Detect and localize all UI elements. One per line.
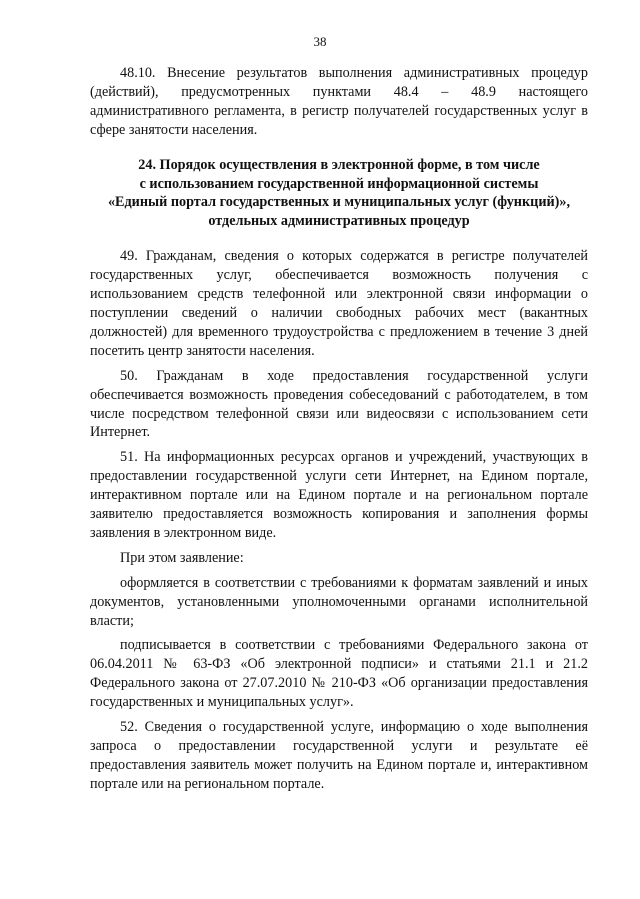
paragraph-48-10: 48.10. Внесение результатов выполнения административных процедур (действий), предусмотренных пунктами 48.4 – 48.9 настоящего административного регламента, в регистр получателей государственных услуг в сфере занятости населения. bbox=[90, 65, 588, 138]
heading-line: «Единый портал государственных и муниципальных услуг (функций)», bbox=[107, 194, 571, 211]
heading-line: с использованием государственной информационной системы bbox=[139, 175, 539, 192]
paragraph-49: 49. Гражданам, сведения о которых содержатся в регистре получателей государственных услуг, обеспечивается возможность получения с использованием средств телефонной или электронной связи информации о поступлении сведений о наличии свободных рабочих мест (вакантных должностей) для временного трудоустройства с предложением в течение 3 дней посетить центр занятости населения. bbox=[90, 248, 588, 359]
heading-line: 24. Порядок осуществления в электронной форме, в том числе bbox=[138, 156, 540, 173]
paragraph-signed: подписывается в соответствии с требованиями Федерального закона от 06.04.2011 № 63-ФЗ «Об электронной подписи» и статьями 21.1 и 21.2 Федерального закона от 27.07.2010 № 210-ФЗ «Об организации предоставления государственных и муниципальных услуг». bbox=[90, 637, 588, 711]
paragraph-51: 51. На информационных ресурсах органов и учреждений, участвующих в предоставлении государственной услуги сети Интернет, на Едином портале, интерактивном портале или на Едином портале и на региональном портале заявителю предоставляется возможность копирования и заполнения формы заявления в электронном виде. bbox=[90, 449, 588, 541]
page-number: 38 bbox=[313, 34, 327, 49]
paragraph-note: При этом заявление: bbox=[120, 549, 244, 566]
section-heading-24 bbox=[90, 156, 588, 232]
heading-line: отдельных административных процедур bbox=[208, 213, 470, 230]
paragraph-50: 50. Гражданам в ходе предоставления государственной услуги обеспечивается возможность проведения собеседований с работодателем, в том числе посредством телефонной связи или видеосвязи с использованием сети Интернет. bbox=[90, 367, 588, 441]
paragraph-52: 52. Сведения о государственной услуге, информацию о ходе выполнения запроса о предоставлении государственной услуги и результате её предоставления заявитель может получить на Едином портале и, интерактивном портале или на региональном портале. bbox=[90, 719, 588, 792]
page-body bbox=[90, 64, 588, 794]
paragraph-formed: оформляется в соответствии с требованиями к форматам заявлений и иных документов, установленными уполномоченными органами исполнительной власти; bbox=[90, 574, 588, 629]
